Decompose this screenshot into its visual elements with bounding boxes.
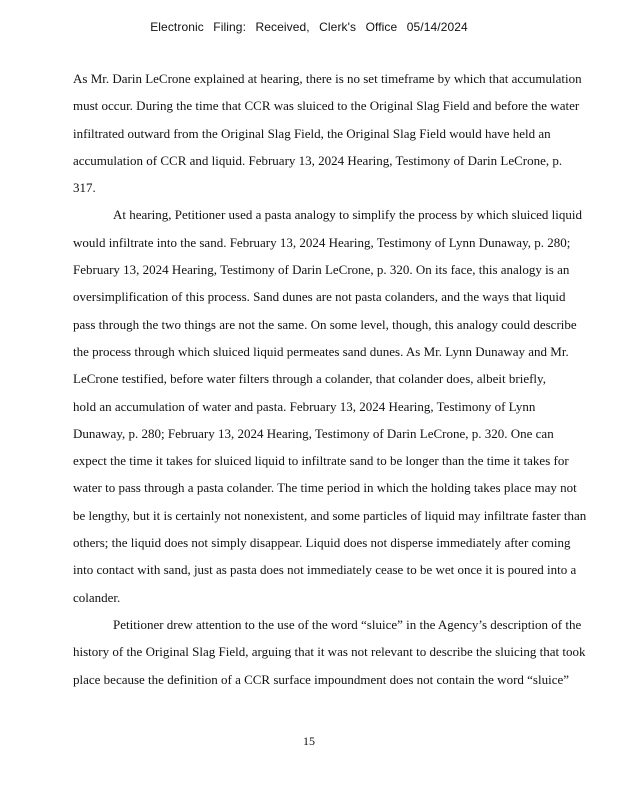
paragraph-line: At hearing, Petitioner used a pasta analogy to simplify the process by which sluiced liquid: [113, 207, 582, 223]
document-body: [73, 65, 593, 693]
paragraph-line: expect the time it takes for sluiced liquid to infiltrate sand to be longer than the time it takes for: [73, 453, 569, 469]
paragraph-line: hold an accumulation of water and pasta. February 13, 2024 Hearing, Testimony of Lynn: [73, 398, 536, 414]
paragraph-line: would infiltrate into the sand. February 13, 2024 Hearing, Testimony of Lynn Dunaway, p. 280;: [73, 234, 571, 250]
paragraph-line: February 13, 2024 Hearing, Testimony of Darin LeCrone, p. 320. On its face, this analogy is an: [73, 262, 570, 278]
paragraph-line: 317.: [73, 180, 96, 196]
paragraph-line: must occur. During the time that CCR was sluiced to the Original Slag Field and before the water: [73, 98, 580, 114]
paragraph-line: place because the definition of a CCR surface impoundment does not contain the word “sluice”: [73, 671, 570, 687]
electronic-filing-stamp: Electronic Filing: Received, Clerk's Office 05/14/2024: [150, 20, 468, 34]
paragraph-2: [73, 201, 593, 610]
paragraph-line: the process through which sluiced liquid permeates sand dunes. As Mr. Lynn Dunaway and Mr.: [73, 343, 569, 359]
paragraph-line: history of the Original Slag Field, arguing that it was not relevant to describe the sluicing that took: [73, 644, 586, 660]
paragraph-line: Dunaway, p. 280; February 13, 2024 Hearing, Testimony of Darin LeCrone, p. 320. One can: [73, 425, 554, 441]
paragraph-line: into contact with sand, just as pasta does not immediately cease to be wet once it is poured into a: [73, 562, 577, 578]
paragraph-line: pass through the two things are not the same. On some level, though, this analogy could describe: [73, 316, 577, 332]
paragraph-line: infiltrated outward from the Original Slag Field, the Original Slag Field would have held an: [73, 125, 551, 141]
paragraph-1: [73, 65, 593, 201]
paragraph-line: be lengthy, but it is certainly not nonexistent, and some particles of liquid may infiltrate faster than: [73, 507, 587, 523]
paragraph-line: Petitioner drew attention to the use of the word “sluice” in the Agency’s description of the: [113, 616, 582, 632]
page-number: 15: [303, 734, 315, 748]
paragraph-line: others; the liquid does not simply disappear. Liquid does not disperse immediately after coming: [73, 535, 571, 551]
paragraph-3: [73, 611, 593, 693]
paragraph-line: water to pass through a pasta colander. The time period in which the holding takes place may not: [73, 480, 577, 496]
paragraph-line: As Mr. Darin LeCrone explained at hearing, there is no set timeframe by which that accumulation: [73, 71, 582, 86]
paragraph-line: accumulation of CCR and liquid. February 13, 2024 Hearing, Testimony of Darin LeCrone, p.: [73, 152, 563, 168]
paragraph-line: colander.: [73, 589, 121, 605]
paragraph-line: LeCrone testified, before water filters through a colander, that colander does, albeit briefly,: [73, 371, 546, 387]
paragraph-line: oversimplification of this process. Sand dunes are not pasta colanders, and the ways that liquid: [73, 289, 566, 305]
